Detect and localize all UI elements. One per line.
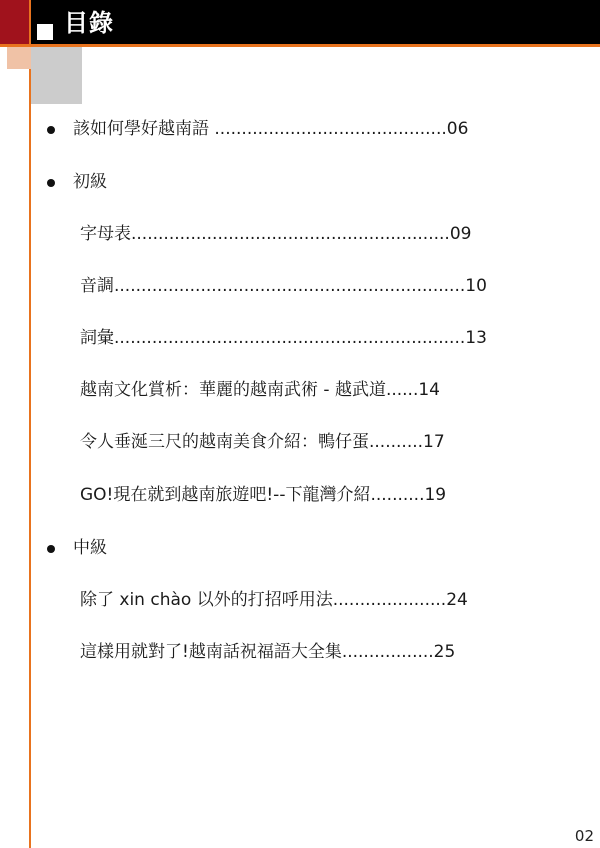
decor-pink-block <box>7 47 31 69</box>
toc-entry[interactable]: 這樣用就對了!越南話祝福語大全集.................25 <box>80 642 456 662</box>
toc-entry[interactable]: 音調.................................................................10 <box>80 276 487 296</box>
bullet-icon <box>47 179 55 187</box>
bullet-icon <box>47 126 55 134</box>
header-square-icon <box>37 24 53 40</box>
toc-entry-intro[interactable]: 該如何學好越南語 ...........................................06 <box>73 119 469 139</box>
toc-heading-beginner: 初級 <box>73 172 107 192</box>
page-title: 目錄 <box>64 9 114 37</box>
left-margin-line <box>29 0 31 848</box>
header-accent-line <box>0 44 600 47</box>
toc-entry[interactable]: 字母表...........................................................09 <box>80 224 472 244</box>
header-red-block <box>0 0 31 44</box>
toc-entry[interactable]: 令人垂涎三尺的越南美食介紹：鴨仔蛋..........17 <box>80 432 445 452</box>
toc-entry[interactable]: 除了 xin chào 以外的打招呼用法.....................24 <box>80 590 468 610</box>
toc-entry[interactable]: 越南文化賞析：華麗的越南武術 - 越武道......14 <box>80 380 440 400</box>
page-number: 02 <box>574 827 594 845</box>
bullet-icon <box>47 545 55 553</box>
toc-heading-intermediate: 中級 <box>73 538 107 558</box>
toc-entry[interactable]: 詞彙.................................................................13 <box>80 328 487 348</box>
toc-entry[interactable]: GO!現在就到越南旅遊吧!--下龍灣介紹..........19 <box>80 485 447 505</box>
decor-gray-block <box>31 47 82 104</box>
